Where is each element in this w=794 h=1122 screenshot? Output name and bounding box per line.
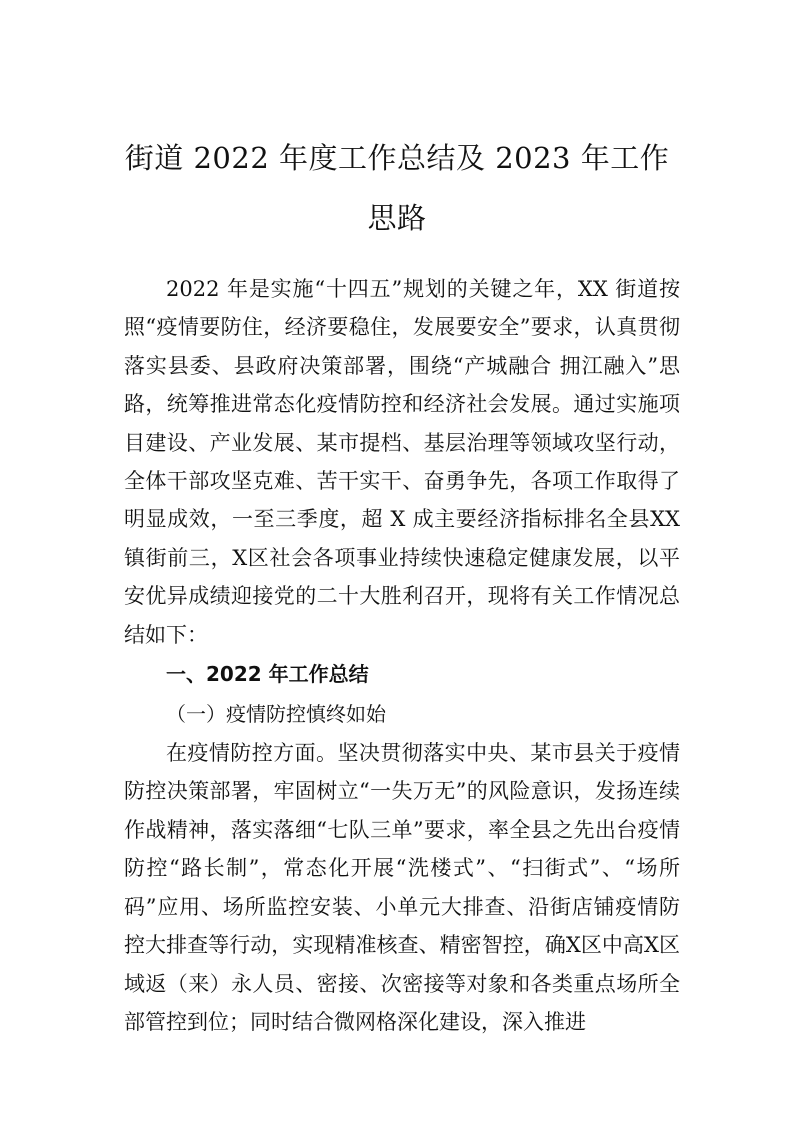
document-title: 街道 2022 年度工作总结及 2023 年工作思路 [124, 141, 670, 235]
intro-paragraph: 2022 年是实施“十四五”规划的关键之年，XX 街道按照“疫情要防住，经济要稳住，发展要安全”要求，认真贯彻落实县委、县政府决策部署，围绕“产城融合 拥江融入”思路，统筹推进常态化疫情防控和经济社会发展。通过实施项目建设、产业发展、某市提档、基层治理等领域攻坚行动，全体干部攻坚克难、苦干实干、奋勇争先，各项工作取得了明显成效，一至三季度，超 X 成主要经济指标排名全县XX镇街前三，X区社会各项事业持续快速稳定健康发展，以平安优异成绩迎接党的二十大胜利召开，现将有关工作情况总结如下： [124, 277, 680, 647]
epidemic-control-paragraph: 在疫情防控方面。坚决贯彻落实中央、某市县关于疫情防控决策部署，牢固树立“一失万无”的风险意识，发扬连续作战精神，落实落细“七队三单”要求，率全县之先出台疫情防控“路长制”，常态化开展“洗楼式”、“扫街式”、“场所码”应用、场所监控安装、小单元大排查、沿街店铺疫情防控大排查等行动，实现精准核查、精密智控，确X区中高X区域返（来）永人员、密接、次密接等对象和各类重点场所全部管控到位；同时结合微网格深化建设，深入推进 [124, 741, 680, 1034]
document-body [124, 270, 680, 1041]
section-heading-work-summary: 一、2022 年工作总结 [166, 662, 369, 687]
subsection-heading-epidemic-control: （一）疫情防控慎终如始 [166, 702, 386, 727]
